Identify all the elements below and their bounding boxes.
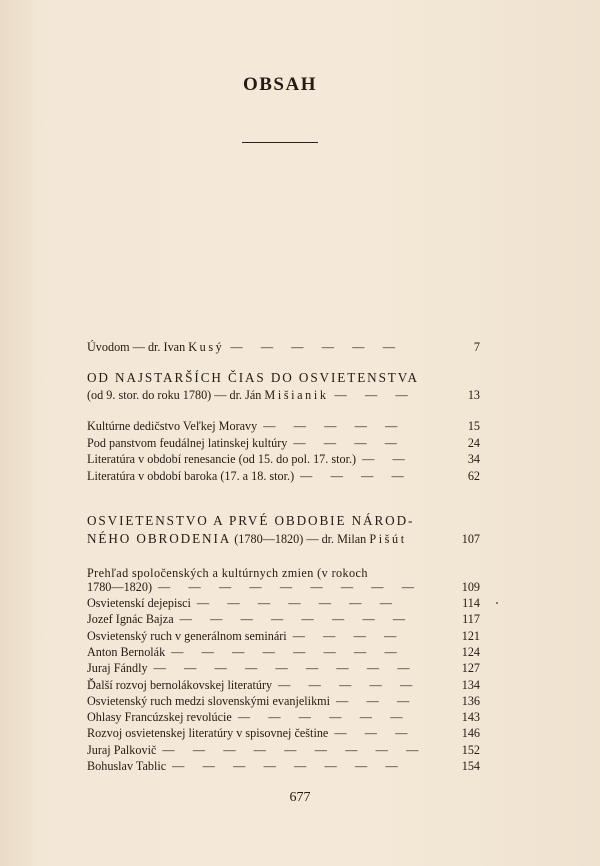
toc-entry-label: Ďalší rozvoj bernolákovskej literatúry [87,677,273,692]
toc-entry-section1-sub [87,388,480,406]
toc-entry-label: Juraj Fándly [87,661,148,676]
toc-entry-label: (od 9. stor. do roku 1780) — dr. Ján Mišianik [87,388,329,402]
dash-leader: — — — — [300,468,404,483]
page-number: 677 [289,790,311,805]
toc-entry-label: Pod panstvom feudálnej latinskej kultúry [87,435,288,450]
toc-page-number: 62 [467,468,480,483]
toc-page-number: 121 [461,628,480,643]
toc-page-number: 15 [467,419,480,433]
toc-page-number: 127 [461,661,480,676]
toc-entry-intro [87,340,480,358]
toc-page-number: 124 [461,644,480,659]
toc-entry [87,710,480,728]
toc-entry-label: Anton Bernolák [87,644,166,659]
toc-entry [87,694,480,712]
dash-leader: — — — — — [278,677,413,692]
author-name: Pišút [369,532,407,546]
toc-page-number: 143 [461,710,480,725]
toc-entry [87,759,480,777]
dash-leader: — — — [334,388,408,402]
dash-leader: — — — — — — — — [171,644,397,659]
dash-leader: — — [362,452,405,466]
page-title: OBSAH [242,74,318,95]
toc-page-number: 24 [467,435,480,450]
dash-leader: — — — — — — — — [179,612,406,627]
toc-entry-section2-sub [87,531,480,549]
toc-page-number: 107 [461,532,480,546]
dash-leader: — — — [336,693,410,708]
toc-page-number: 13 [467,388,480,402]
toc-entry-label: Kultúrne dedičstvo Veľkej Moravy [87,419,258,433]
author-name: Mišianik [264,388,329,402]
toc-page-number: 134 [461,677,480,692]
toc-entry-label: Literatúra v období baroka (17. a 18. stor.) [87,468,295,483]
toc-entry-label: 1780—1820) [87,580,152,594]
toc-page-number: 136 [461,693,480,708]
toc-entry-label: Rozvoj osvietenskej literatúry v spisovnej češtine [87,726,329,741]
title-rule [242,142,318,143]
toc-entry-label: Prehľad spoločenských a kultúrnych zmien (v rokoch [87,566,368,580]
toc-page-number: 114 [462,596,480,610]
toc-page-number: 154 [461,759,480,773]
toc-entry-label: Literatúra v období renesancie (od 15. do pol. 17. stor.) [87,452,357,466]
paper-speck [496,602,498,604]
section-heading: OD NAJSTARŠÍCH ČIAS DO OSVIETENSTVA [87,370,419,385]
toc-entry [87,678,480,696]
toc-entry-label: Osvietenskí dejepisci [87,596,191,610]
dash-leader: — — — — — — — — — [162,742,419,757]
toc-entry-label: Bohuslav Tablic [87,759,167,773]
toc-page-number: 109 [461,580,480,594]
toc-entry [87,743,480,761]
dash-leader: — — — — — — [237,710,403,725]
toc-entry-label: Juraj Palkovič [87,742,157,757]
dash-leader: — — — — [293,435,397,450]
toc-entry [87,612,480,630]
toc-entry-label: Ohlasy Francúzskej revolúcie [87,710,232,725]
toc-page-number: 34 [467,452,480,466]
dash-leader: — — — [334,726,408,741]
author-name: Kusý [188,340,225,354]
dash-leader: — — — — [292,628,397,643]
toc-entry [87,645,480,663]
toc-entry [87,469,480,487]
toc-entry [87,452,480,470]
toc-page-number: 146 [461,726,480,741]
toc-entry [87,436,480,454]
toc-entry [87,629,480,647]
dash-leader: — — — — — — [230,340,395,354]
dash-leader: — — — — — — — — — [153,661,410,676]
toc-entry-label: Jozef Ignác Bajza [87,612,174,627]
toc-entry-label: Úvodom — dr. Ivan Kusý [87,340,225,354]
toc-entry [87,726,480,744]
section-heading: OSVIETENSTVO A PRVÉ OBDOBIE NÁROD- [87,513,415,528]
dash-leader: — — — — — — — [196,596,392,610]
toc-entry-label: NÉHO OBRODENIA (1780—1820) — dr. Milan Pišút [87,531,407,546]
dash-leader: — — — — — — — — — [158,580,414,594]
toc-entry-label: Osvietenský ruch v generálnom seminári [87,628,287,643]
dash-leader: — — — — — — — — [172,759,398,773]
toc-page-number: 117 [462,612,480,627]
toc-entry [87,596,480,614]
toc-page-number: 152 [461,742,480,757]
toc-page-number: 7 [473,340,480,354]
toc-entry [87,419,480,437]
dash-leader: — — — — — [263,419,398,433]
toc-entry-label: Osvietenský ruch medzi slovenskými evanjelikmi [87,693,331,708]
toc-entry [87,661,480,679]
